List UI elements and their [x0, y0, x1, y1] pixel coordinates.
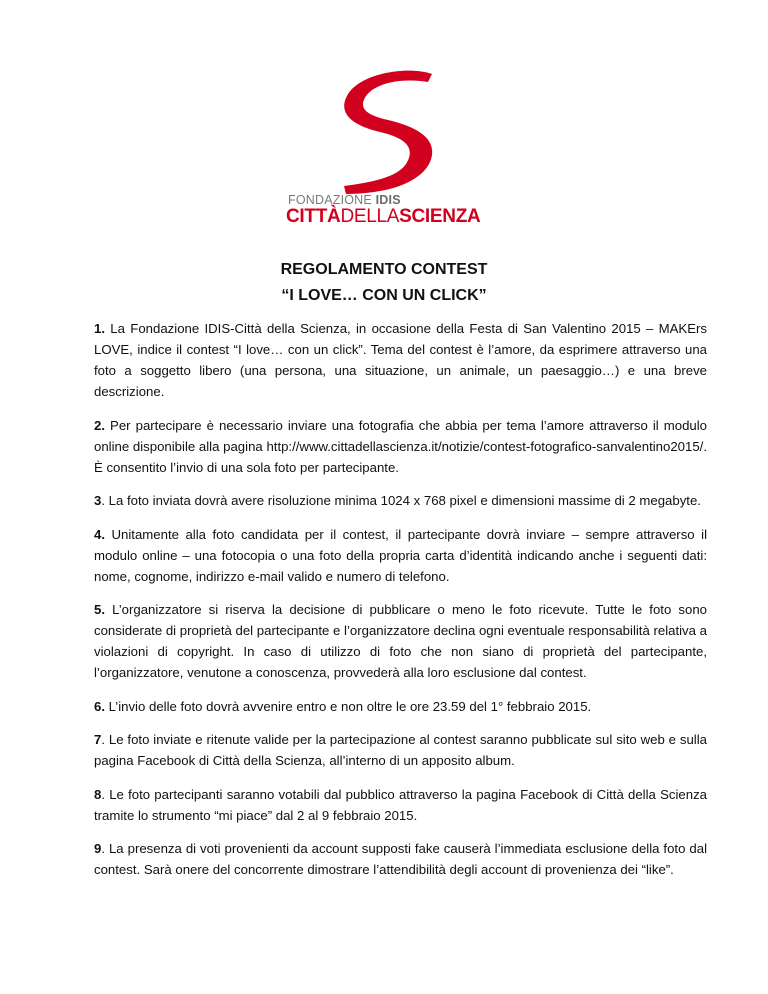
rule-text: L’invio delle foto dovrà avvenire entro e non oltre le ore 23.59 del 1° febbraio 2015.: [105, 698, 592, 714]
logo-citta-text: CITTÀ: [286, 206, 341, 227]
rule-paragraph: [94, 524, 707, 587]
rule-text: . La foto inviata dovrà avere risoluzione minima 1024 x 768 pixel e dimensioni massime di 2 megabyte.: [101, 493, 701, 508]
rule-number: 9: [94, 841, 102, 856]
title-line-2: “I LOVE… CON UN CLICK”: [281, 287, 487, 304]
rule-paragraph: [94, 696, 707, 717]
rule-text: . Le foto partecipanti saranno votabili dal pubblico attraverso la pagina Facebook di Città della Scienza tramite lo strumento “mi piace” dal 2 al 9 febbraio 2015.: [94, 786, 707, 823]
fondazione-idis-logo: [276, 68, 496, 228]
rules-list: [94, 318, 707, 893]
rule-number: 8: [94, 786, 102, 802]
rule-number: 6.: [94, 698, 105, 714]
rule-paragraph: [94, 599, 707, 683]
logo-della-text: DELLA: [340, 206, 400, 227]
rule-text: La Fondazione IDIS-Città della Scienza, in occasione della Festa di San Valentino 2015 – MAKErs LOVE, indice il contest “I love… con un click”. Tema del contest è l’amore, da esprimere attraverso una foto a soggetto libero (una persona, una situazione, un animale, un paesaggio…) e una breve descrizione.: [94, 321, 707, 399]
rule-number: 2.: [94, 417, 105, 433]
rule-text: . La presenza di voti provenienti da account supposti fake causerà l’immediata esclusione della foto dal contest. Sarà onere del concorrente dimostrare l’attendibilità degli account di provenienza dei “like”.: [94, 841, 707, 877]
rule-number: 1.: [94, 321, 105, 336]
logo-wordmark: [286, 206, 480, 228]
title-line-1: REGOLAMENTO CONTEST: [280, 261, 488, 278]
rule-paragraph: [94, 490, 707, 511]
logo-s-mark-icon: [332, 68, 442, 196]
logo-foundation-label: [288, 193, 401, 207]
rule-paragraph: [94, 729, 707, 771]
rule-text: Per partecipare è necessario inviare una fotografia che abbia per tema l’amore attraverso il modulo online disponibile alla pagina http://www.cittadellascienza.it/notizie/contest-fotografico-sanvalentino2015/. È consentito l’invio di una sola foto per partecipante.: [94, 417, 707, 475]
rule-text: L’organizzatore si riserva la decisione di pubblicare o meno le foto ricevute. Tutte le foto sono considerate di proprietà del partecipante e l’organizzatore declina ogni eventuale responsabilità relativa a violazioni di copyright. In caso di utilizzo di foto che non siano di proprietà del partecipante, l’organizzatore, venutone a conoscenza, provvederà alla loro esclusione dal contest.: [94, 602, 707, 680]
rule-text: Unitamente alla foto candidata per il contest, il partecipante dovrà inviare – sempre attraverso il modulo online – una fotocopia o una foto della propria carta d’identità indicando anche i seguenti dati: nome, cognome, indirizzo e-mail valido e numero di telefono.: [94, 526, 707, 584]
rule-paragraph: [94, 318, 707, 402]
rule-number: 4.: [94, 526, 105, 542]
rule-number: 3: [94, 493, 102, 508]
rule-number: 7: [94, 732, 102, 747]
logo-prefix-text: FONDAZIONE: [288, 193, 376, 207]
document-title: [0, 257, 768, 309]
rule-paragraph: [94, 784, 707, 826]
rule-paragraph: [94, 838, 707, 880]
rule-paragraph: [94, 415, 707, 478]
rule-text: . Le foto inviate e ritenute valide per la partecipazione al contest saranno pubblicate sul sito web e sulla pagina Facebook di Città della Scienza, all’interno di un apposito album.: [94, 732, 707, 768]
rule-number: 5.: [94, 602, 105, 617]
logo-idis-text: IDIS: [375, 193, 401, 207]
logo-scienza-text: SCIENZA: [399, 206, 481, 227]
